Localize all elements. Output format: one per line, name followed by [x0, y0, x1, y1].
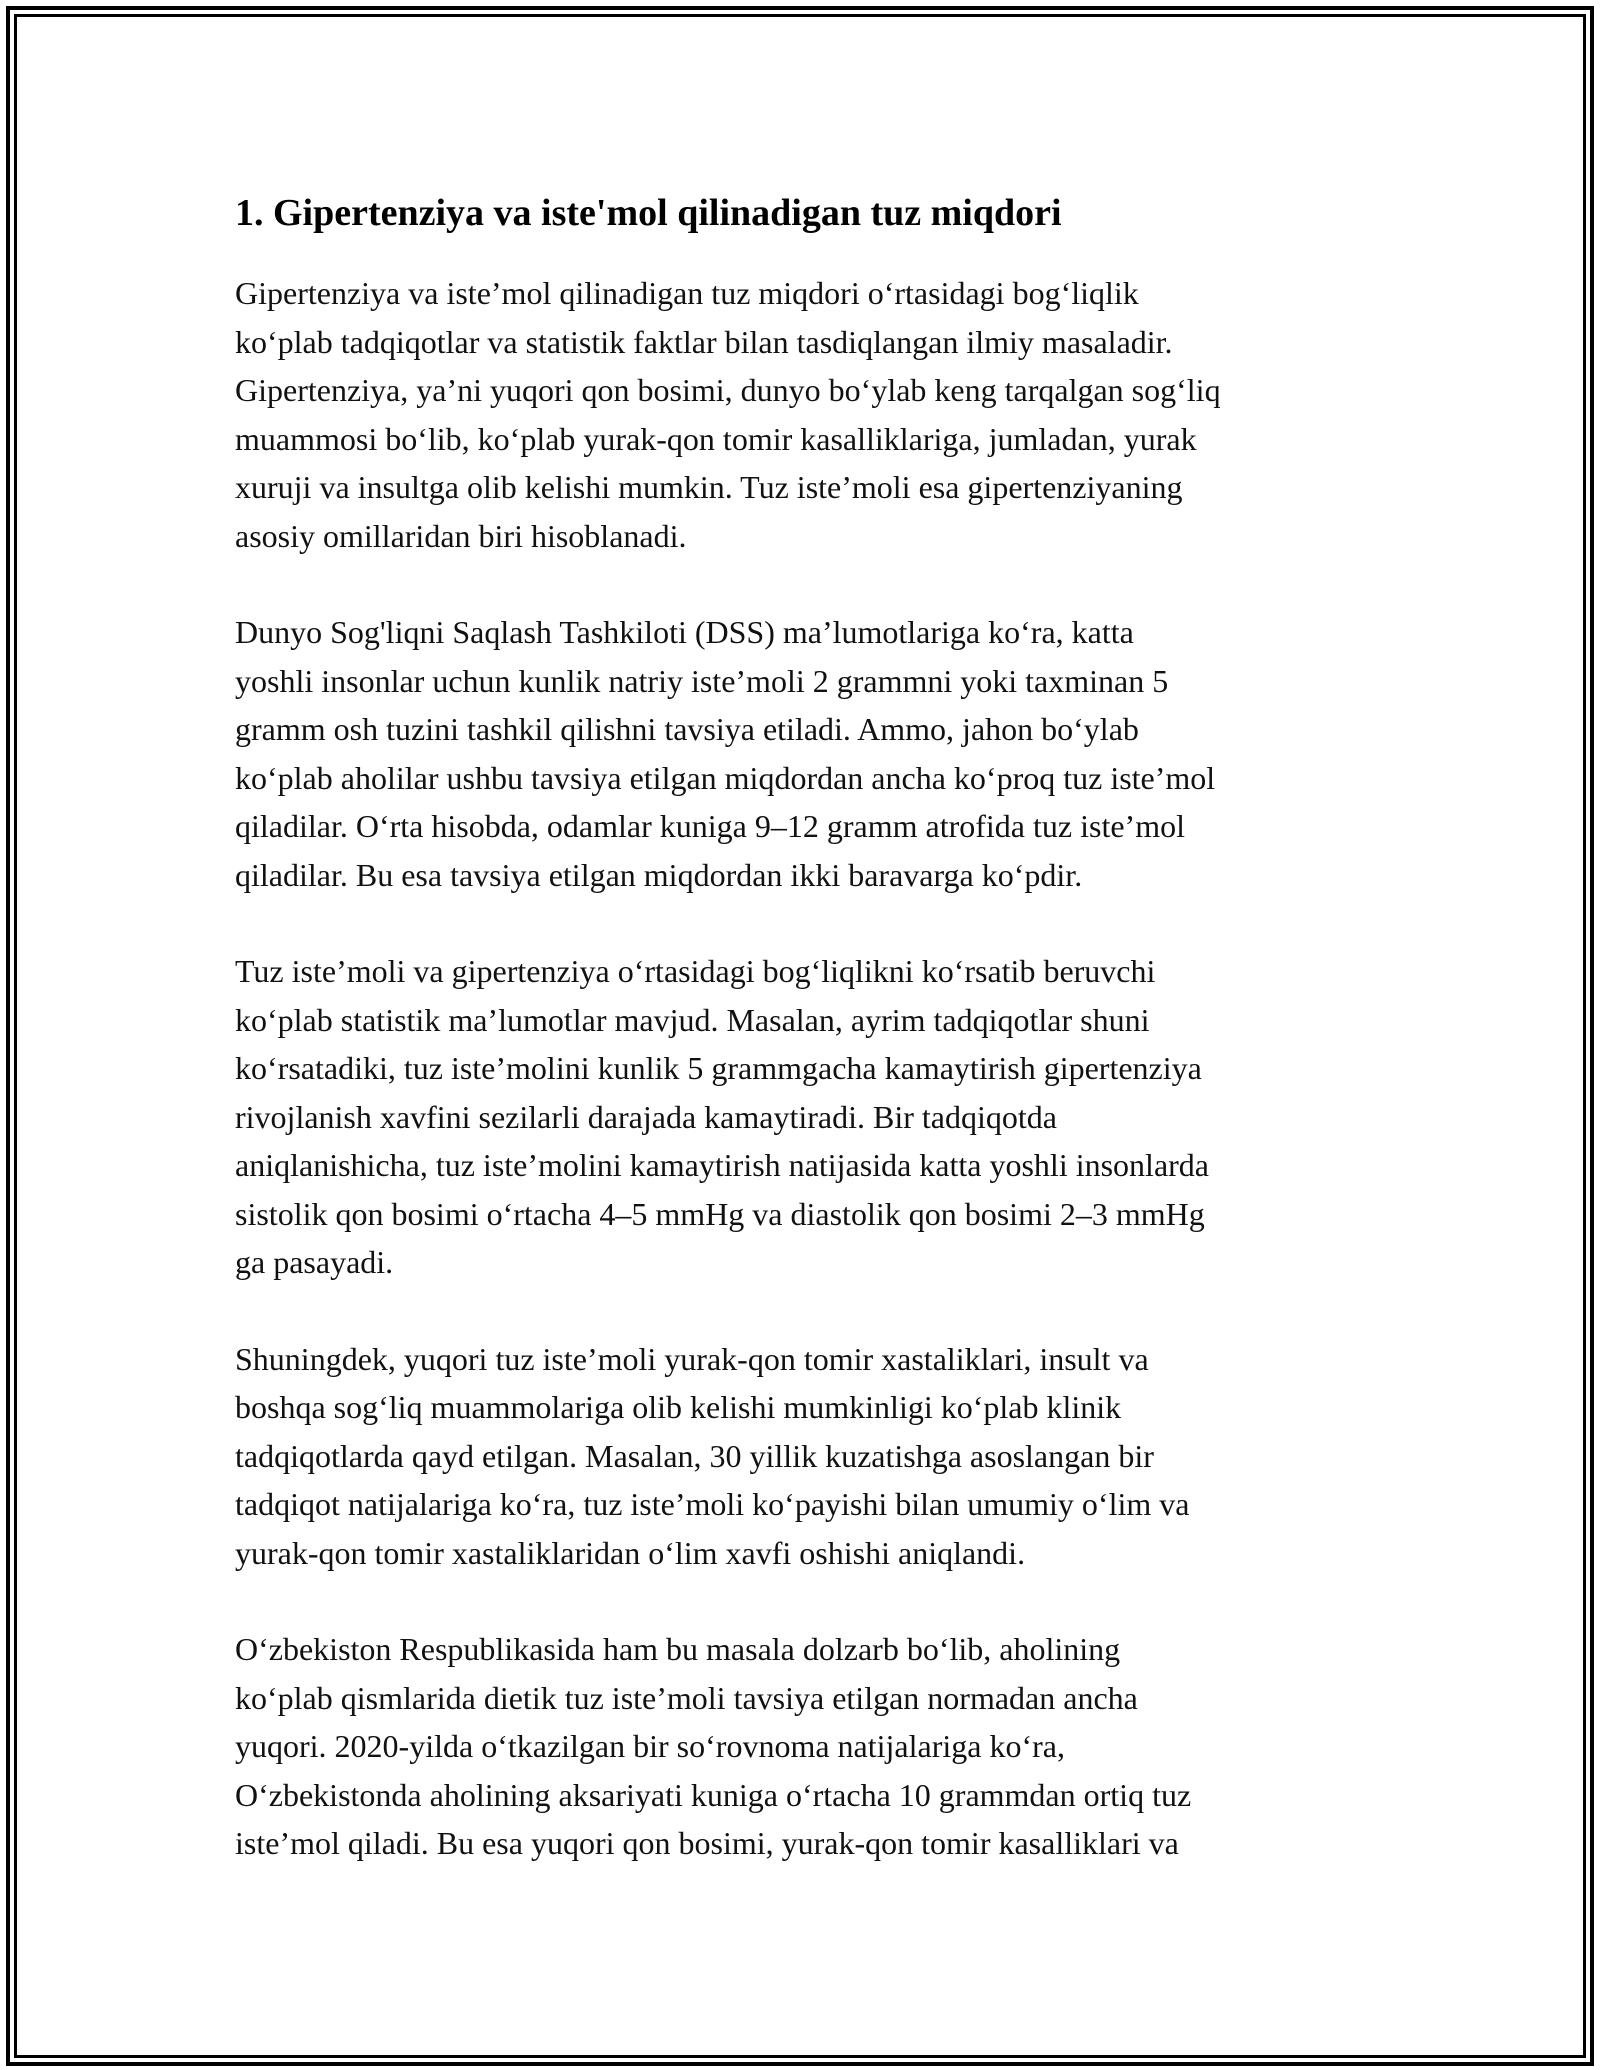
paragraph-4 [235, 1335, 1385, 1578]
text-line: xuruji va insultga olib kelishi mumkin. Tuz iste’moli esa gipertenziyaning [235, 469, 1183, 505]
text-line: qiladilar. Oʻrta hisobda, odamlar kuniga 9–12 gramm atrofida tuz iste’mol [235, 808, 1185, 844]
text-line: rivojlanish xavfini sezilarli darajada kamaytiradi. Bir tadqiqotda [235, 1098, 1057, 1135]
text-line: Oʻzbekistonda aholining aksariyati kuniga oʻrtacha 10 grammdan ortiq tuz [235, 1776, 1192, 1813]
text-line: Oʻzbekiston Respublikasida ham bu masala dolzarb boʻlib, aholining [235, 1631, 1121, 1667]
text-line: yuqori. 2020-yilda oʻtkazilgan bir soʻrovnoma natijalariga koʻra, [235, 1728, 1065, 1764]
paragraph-5 [235, 1625, 1385, 1868]
text-line: tadqiqot natijalariga koʻra, tuz iste’moli koʻpayishi bilan umumiy oʻlim va [235, 1486, 1190, 1522]
text-line: gramm osh tuzini tashkil qilishni tavsiya etiladi. Ammo, jahon boʻylab [235, 711, 1139, 747]
text-line: Dunyo Sog'liqni Saqlash Tashkiloti (DSS) ma’lumotlariga koʻra, katta [235, 614, 1134, 650]
text-line: koʻplab tadqiqotlar va statistik faktlar bilan tasdiqlangan ilmiy masaladir. [235, 323, 1173, 360]
text-line: boshqa sogʻliq muammolariga olib kelishi mumkinligi koʻplab klinik [235, 1389, 1122, 1425]
text-line: aniqlanishicha, tuz iste’molini kamaytirish natijasida katta yoshli insonlarda [235, 1147, 1209, 1183]
text-line: muammosi boʻlib, koʻplab yurak-qon tomir kasalliklariga, jumladan, yurak [235, 420, 1197, 457]
text-line: Gipertenziya, ya’ni yuqori qon bosimi, dunyo boʻylab keng tarqalgan sogʻliq [235, 372, 1221, 408]
text-line: yurak-qon tomir xastaliklaridan oʻlim xavfi oshishi aniqlandi. [235, 1534, 1026, 1571]
text-line: Gipertenziya va iste’mol qilinadigan tuz miqdori oʻrtasidagi bogʻliqlik [235, 275, 1139, 311]
text-line: asosiy omillaridan biri hisoblanadi. [235, 517, 687, 554]
text-line: Tuz iste’moli va gipertenziya oʻrtasidagi bogʻliqlikni koʻrsatib beruvchi [235, 953, 1156, 989]
paragraph-3 [235, 947, 1385, 1287]
document-body [235, 185, 1385, 1916]
paragraph-2 [235, 608, 1385, 899]
text-line: koʻplab aholilar ushbu tavsiya etilgan miqdordan ancha koʻproq tuz iste’mol [235, 759, 1216, 796]
section-heading: 1. Gipertenziya va iste'mol qilinadigan tuz miqdori [235, 192, 1062, 234]
text-line: iste’mol qiladi. Bu esa yuqori qon bosimi, yurak-qon tomir kasalliklari va [235, 1825, 1179, 1861]
paragraph-1 [235, 269, 1385, 560]
text-line: Shuningdek, yuqori tuz iste’moli yurak-qon tomir xastaliklari, insult va [235, 1340, 1149, 1377]
text-line: sistolik qon bosimi oʻrtacha 4–5 mmHg va diastolik qon bosimi 2–3 mmHg [235, 1195, 1205, 1232]
text-line: ga pasayadi. [235, 1244, 394, 1280]
text-line: koʻrsatadiki, tuz iste’molini kunlik 5 grammgacha kamaytirish gipertenziya [235, 1050, 1202, 1086]
text-line: qiladilar. Bu esa tavsiya etilgan miqdordan ikki baravarga koʻpdir. [235, 856, 1083, 893]
text-line: yoshli insonlar uchun kunlik natriy iste’moli 2 grammni yoki taxminan 5 [235, 662, 1169, 699]
text-line: koʻplab qismlarida dietik tuz iste’moli tavsiya etilgan normadan ancha [235, 1679, 1138, 1716]
text-line: koʻplab statistik ma’lumotlar mavjud. Masalan, ayrim tadqiqotlar shuni [235, 1001, 1150, 1038]
text-line: tadqiqotlarda qayd etilgan. Masalan, 30 yillik kuzatishga asoslangan bir [235, 1437, 1154, 1474]
